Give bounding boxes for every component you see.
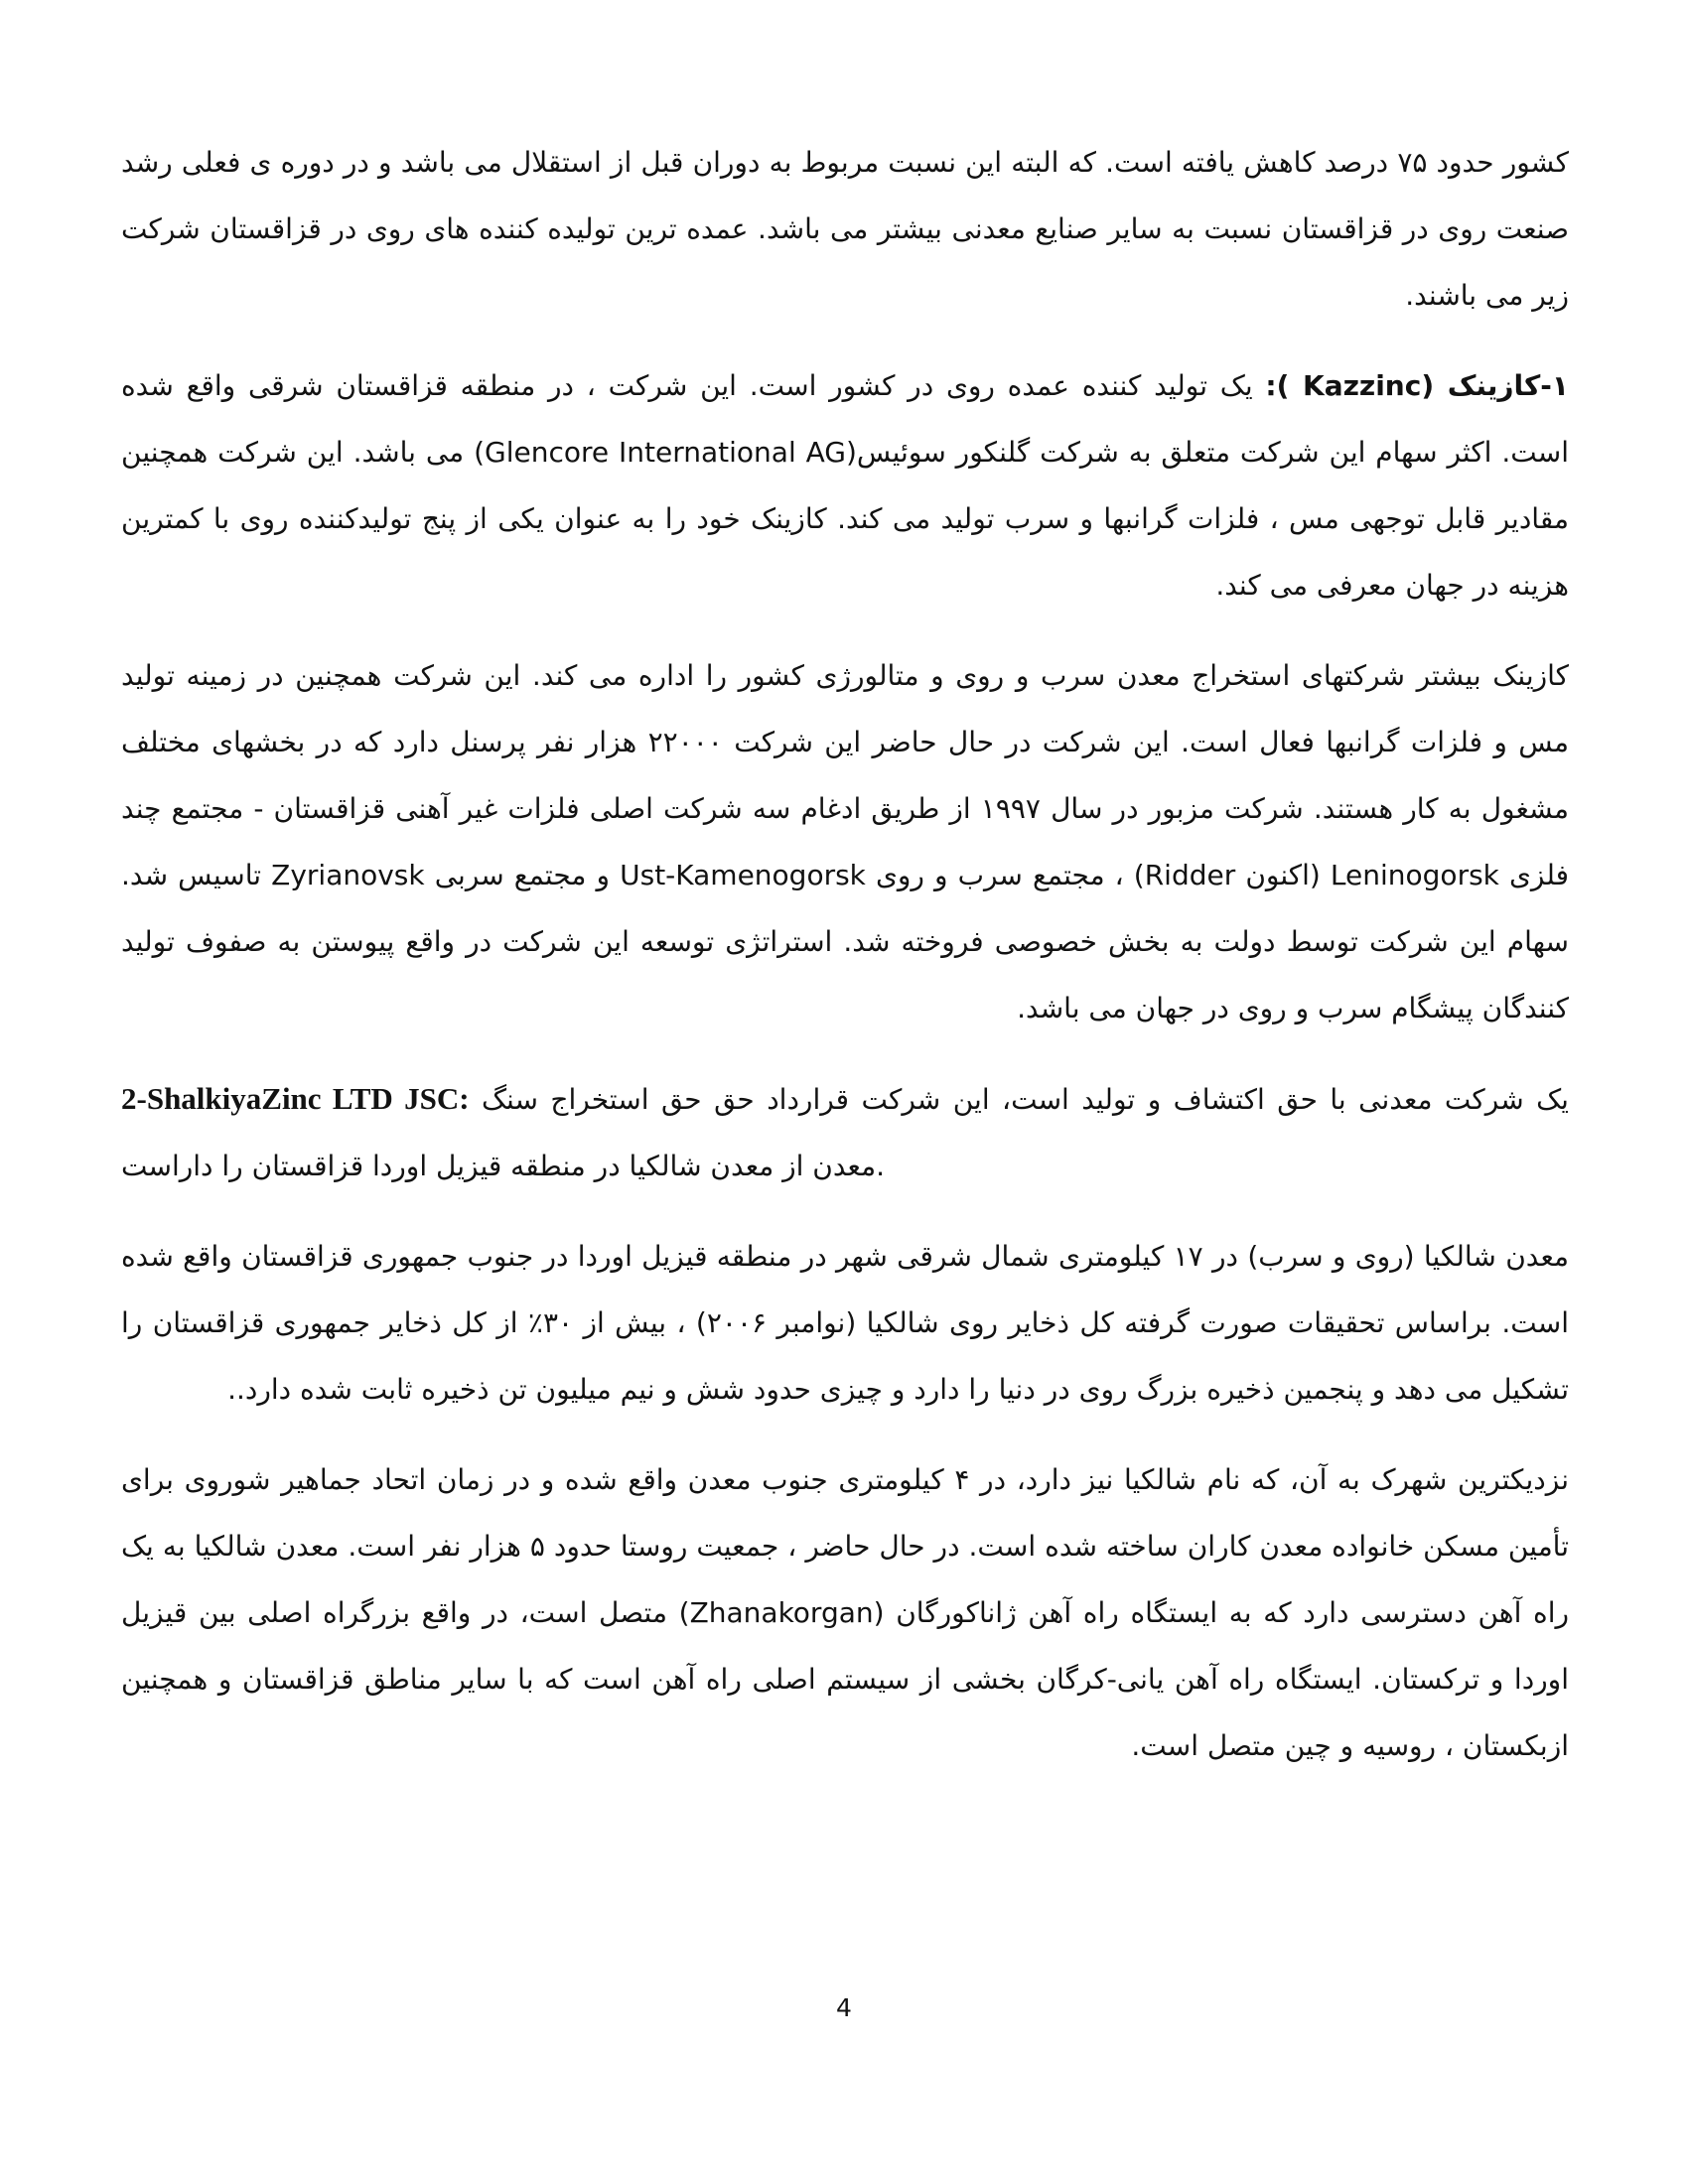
paragraph-shalkiya-mine (121, 1223, 1569, 1423)
page-content (121, 129, 1569, 1803)
shalkiyazinc-heading: 2-ShalkiyaZinc LTD JSC: (121, 1081, 470, 1116)
paragraph-kazzinc-text: یک تولید کننده عمده روی در کشور است. این شرکت ، در منطقه قزاقستان شرقی واقع شده است. اکثر سهام این شرکت متعلق به شرکت گلنکور سوئیس(Glencore International AG) می باشد. این شرکت همچنین مقادیر قابل توجهی مس ، فلزات گرانبها و سرب تولید می کند. کازینک خود را به عنوان یکی از پنج تولیدکننده روی با کمترین هزینه در جهان معرفی می کند. (121, 369, 1569, 602)
paragraph-shalkiyazinc (121, 1065, 1569, 1199)
paragraph-shalkiya-mine-text: معدن شالکیا (روی و سرب) در ۱۷ کیلومتری شمال شرقی شهر در منطقه قیزیل اوردا در جنوب جمهوری قزاقستان واقع شده است. براساس تحقیقات صورت گرفته کل ذخایر روی شالکیا (نوامبر ۲۰۰۶) ، بیش از ۳۰٪ از کل ذخایر جمهوری قزاقستان را تشکیل می دهد و پنجمین ذخیره بزرگ روی در دنیا را دارد و چیزی حدود شش و نیم میلیون تن ذخیره ثابت شده دارد.. (121, 1240, 1570, 1406)
paragraph-nearest-town (121, 1446, 1569, 1779)
paragraph-shalkiyazinc-text: یک شرکت معدنی با حق اکتشاف و تولید است، این شرکت قرارداد حق حق استخراج سنگ معدن از معدن شالکیا در منطقه قیزیل اوردا قزاقستان را داراست. (121, 1083, 1569, 1182)
kazzinc-heading: ۱-کازینک (Kazzinc ): (1265, 369, 1570, 402)
page-number: 4 (836, 1993, 852, 2022)
paragraph-kazzinc (121, 352, 1569, 618)
paragraph-kazzinc-details-text: کازینک بیشتر شرکتهای استخراج معدن سرب و روی و متالورژی کشور را اداره می کند. این شرکت همچنین در زمینه تولید مس و فلزات گرانبها فعال است. این شرکت در حال حاضر این شرکت ۲۲۰۰۰ هزار نفر پرسنل دارد که در بخشهای مختلف مشغول به کار هستند. شرکت مزبور در سال ۱۹۹۷ از طریق ادغام سه شرکت اصلی فلزات غیر آهنی قزاقستان - مجتمع چند فلزی Leninogorsk (اکنون Ridder) ، مجتمع سرب و روی Ust-Kamenogorsk و مجتمع سربی Zyrianovsk تاسیس شد. سهام این شرکت توسط دولت به بخش خصوصی فروخته شد. استراتژی توسعه این شرکت در واقع پیوستن به صفوف تولید کنندگان پیشگام سرب و روی در جهان می باشد. (121, 659, 1569, 1024)
paragraph-intro-continuation (121, 129, 1569, 329)
paragraph-kazzinc-details (121, 642, 1569, 1041)
paragraph-nearest-town-text: نزدیکترین شهرک به آن، که نام شالکیا نیز دارد، در ۴ کیلومتری جنوب معدن واقع شده و در زمان اتحاد جماهیر شوروی برای تأمین مسکن خانواده معدن کاران ساخته شده است. در حال حاضر ، جمعیت روستا حدود ۵ هزار نفر است. معدن شالکیا به یک راه آهن دسترسی دارد که به ایستگاه راه آهن ژاناکورگان (Zhanakorgan) متصل است، در واقع بزرگراه اصلی بین قیزیل اوردا و ترکستان. ایستگاه راه آهن یانی-کرگان بخشی از سیستم اصلی راه آهن است که با سایر مناطق قزاقستان و همچنین ازبکستان ، روسیه و چین متصل است. (121, 1463, 1570, 1762)
paragraph-intro-text: کشور حدود ۷۵ درصد کاهش یافته است. که البته این نسبت مربوط به دوران قبل از استقلال می باشد و در دوره ی فعلی رشد صنعت روی در قزاقستان نسبت به سایر صنایع معدنی بیشتر می باشد. عمده ترین تولیده کننده های روی در قزاقستان شرکت زیر می باشند. (121, 146, 1569, 312)
